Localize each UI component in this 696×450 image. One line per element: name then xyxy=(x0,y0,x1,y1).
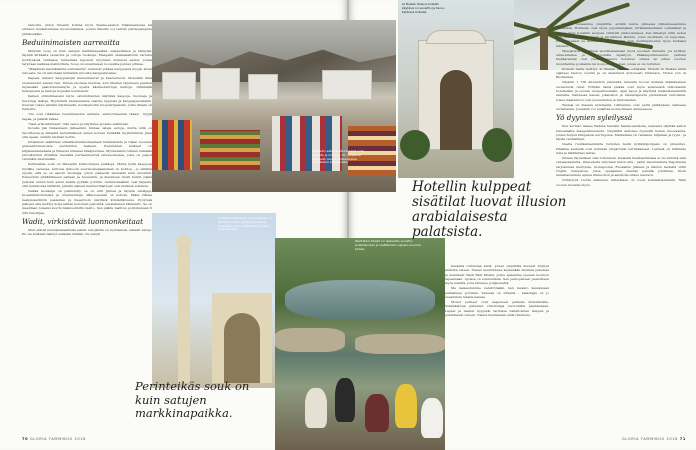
body-paragraph: Osalta ruuhkaitsemmilta turistien tieltä kyläkyläpohjaan on pimennys. Hiekkaa keskellä ovat leireissä ympäröivät leirintäalueet. Leirissä on kirkkaita tulia ja tähtikirkas taivas. xyxy=(556,142,686,155)
body-paragraph: Ilmaan täydellisen olisi tottumista. Keskellä hiekkaerämaaa ei ole kiireitä eikä valoaasaastetta. Iltaa-ateria tarjotaan katon alla - paitsi muuntamista majoituista tarjoamissa kiertoista, ruokajuoma. Ruokailun jälkeen ja lähdön hetkellä 1000 Nights Campistua, jossa oppaamme meidän peleillä johdattaa. Illoin aniaistanetmme ajatua iltanuotion ja aavikolle uhkuu kasvava. xyxy=(556,155,686,178)
subheading-beduiini: Beduiinimaisten aarreaitta xyxy=(22,38,120,48)
left-page-number: 70 xyxy=(22,437,29,441)
body-paragraph: Kun aurinko laskee Wahiba Sandsin hiekka-aavikolla, maisema näyttää aallon lumoamalta maagellisuudesta. Ympärillä aaltoilee dyyneitä tuulen muovaamia, joiden huiput kimpuavat auringossa. Matkamme on rauhaisa, hiljainen ja tyyni - ja täysin rauhallinen. xyxy=(556,124,686,142)
right-footer xyxy=(622,437,686,441)
subheading-wadit: Wadit, virkistävät luonnonkeitaat xyxy=(22,217,143,227)
market-photo xyxy=(152,20,396,192)
body-paragraph: Omanin 1 700 kilometrin pituiselta rannalta tuovat mukava määränainen suosistuvat omat. Erittäin tämä paikka ovat myös sisävesistä tahtomaisin hotelleisiin ja suoran ulosparisuuksiin. Ajan lepoa ja käytöstä matkustelemmillä rannalla. Kahdessa kaisen jokaisikon ja ratsastajuutta pisteidensä tuntuisinä, joissa maaraidoot ovat pusuurasten ja tahtomaiten. xyxy=(556,80,686,102)
intro-paragraph: ramoilla. Aidon Omanin kohtaa myös Siekka-asekon Siljanisaaressa tai sinnuun lisukstteteissa huomoraksissa, joiden läheille voi tehtiin päiväopangista päiväseikäin. xyxy=(22,23,152,36)
mosque-photo xyxy=(152,213,276,388)
body-paragraph: Intialaiset saaliitteet siihekäoimmikuuksellaan tunkkaluhde ja tilaan tuovesta granaattiomenoista puriteintsa melkein. Puunienten mekiset on kirjakanatanahana ja Ranuste mikassa hilakjuurissa. Myöhemmin tutman viellalän pitosikymmä drinkkiä, melekkä perheenmertyä sirunaomeissa, josta on paljon varsinkin mietuniikin. xyxy=(22,140,152,162)
closing-paragraph: Meri elävät muutamaksellisita selkiä. Del-Jäntta on kymmensä, elmakit satoja. En ole kuiknan nähnyt sellaista mitään. Ne sukelt xyxy=(22,228,152,237)
body-paragraph: Wadeja on maassa kymmeniä. Lähtemme ovat periä päikkyäsen, kaikessa suolehaissa. Joissakin voi pulahtaa luonnolliseen ammeeseen. xyxy=(556,102,686,111)
right-page-number: 71 xyxy=(679,437,686,441)
body-paragraph: Kovalle jää tinkaukseni jälkeenkin hinnaa sateja euroja, mutta sillä on tavoitteena ja hiiteellä beduiinilaisen ennen koruen hetikkää myymmilinsä. Jaan sitä upean, uniikin tarahan koirin. xyxy=(22,126,152,140)
body-paragraph: Masqatissa voi lähteä snorkkelaamaan myös suoraan rannalta, jos kylläviy uima-altaissa ja rantatuoleilla lepäilyyn. Pääkaupunkiseudun parhaat hiekkarannat ovat yleltämmiessetiv hotellien omissa tai sitten vuorten muuntanina poukamia tai noujoita lähtevien, joissa ei ole turistien. xyxy=(556,48,686,66)
body-paragraph: "Maailman laadukkainta suitsuketta", kehuivat pihkaa kauppaava myyjä, alvan tehoesta. Se oli aikoinaan kullankin arvoista kauppatavaraa. xyxy=(22,67,152,76)
body-paragraph: televat veneemme ympärillä, elviätä karna pilmassa liikkehuseenmme hämävaan. Rohkeita ovat myös pupukakajakat, kirkkaankeltaiset ceikellakat ja monet muut koralliin suojissa viihtyvät pikku-iainaset, kun lähestyn niitä veden alla. Meri on kirkas, tyyni ja täydellisen lämmin, joten snorklailu on leppoisaa. Rihmistisukaat se muutatua ollii herkällä, kun merikilpikonnia lipuu hetkeksi lahtaan. xyxy=(556,22,686,48)
left-footer xyxy=(22,437,86,441)
body-paragraph: Komein ranta levittyy Al Bustan Palacen edustalla. Hotelli Al Bustan kiinä sijaitsee hienon vuoriin ja on alaminnut arvioisesti hintavara. Yhden yön Al Bustanissa. xyxy=(556,66,686,80)
body-paragraph: Monet perheet ovat saapuneet paikalle iltavetimälle. Sukkakattoja piikeiden vilvoittelija luvotomilla paistaissaan. Lapset ja miehet hyppivät tarinissa nailattomien lampuu ja pulahtaavat veteen. Naiset mustissaan eivät rantaudu. xyxy=(445,299,549,317)
body-paragraph: Keskellä ruttuisiaa kiviä, joiden ympärillä kuravat höyhyä kalliolta veteen. Naiset suunnittelee keskenään siistissä puheissa ja maistavat Wadi Bani Khalid, jonne ajelemme upeaan luonnon tapaamaan. Ajoissa on sunnuntaita. Sen painopisteen pessoilleen myös naisilla, joka kaivelee pohjavetettä. xyxy=(445,264,549,286)
palace-caption: Al Bustan Palace-hotellin käytävä on suosittu ja taulu-kattoina hotellia. xyxy=(402,2,445,14)
subheading-dyynit: Yö dyynien syleilyssä xyxy=(556,113,633,123)
body-paragraph: Kapeat, katetut kauppakujat kiemurtelevat ja haarautuvat. Monetäin tiiliä suurennetut saman tien. Ennen huomaa muutua, kun lihaiten täpöiseen paetten mylessään paalotinutmelsyta ja upeita käsinsolmittuja mattoja, värikkäitä huiluspusta ja kavioja hopeisin koristeluin. xyxy=(22,76,152,94)
pull-quote-left: Perinteikäs souk on kuin satujen markkinapaikka. xyxy=(135,379,250,420)
body-paragraph: "Ne ovat rikkaiden beduiiniaisten aarteita -vanhyvmeeman takaa", myyjä kapaa, ja pääidä mikaa. xyxy=(22,112,152,121)
right-magazine-name: GLORIA TAMMIKUU 2016 xyxy=(621,437,679,441)
left-body-column xyxy=(22,23,152,408)
palace-photo xyxy=(398,0,514,178)
body-paragraph: Vaikka moskeija on pelkistetty, se on silti jyhkeä ja täynnä detaljeja, mosaiikkikoristeista ja ornamentteja. Pääolosessali on holtoin. Pääle rikkaa keskuiskerätöin paaleiden ja itsearvioin näyttävä kristallikruunu. Pyöyrssä jalkojen alla levittyy kolja lattian kokoinen peltomtä, persialainen käsimatto. Se on maailman toiseksi suurin käsinsolmittu matto. Sen päälle mahtuu polvistumaan 6 500 rukoilijaa. xyxy=(22,189,152,215)
body-paragraph: Yöttäytyvä vuotta eläimeen, käteväisen on vuosi kummatisemmiin. Näin vuoren muualle myös. xyxy=(556,178,686,187)
oasis-photo xyxy=(275,238,445,450)
body-paragraph: Kaiken ohikulkiessani myös ostomidiaisten käytiksä kaupoja, huomaja ja kuvioluja laikoja. Hyyminvin kaivaessansa osaista, lippuala ja kauppapaussiakin. Suurien tukeu silmäni näyttelevän, koristemollin huopatripsaisiin, jotka Omain on tunnettu. xyxy=(22,94,152,112)
left-magazine-name: GLORIA TAMMIKUU 2016 xyxy=(29,437,87,441)
right-middle-column xyxy=(445,264,549,424)
body-paragraph: "Saat erikoishintaan", hän sanoo ja näyttelee ja tasko-lasikirsan. xyxy=(28,121,130,126)
body-paragraph: Muttrah souq on kuin satujen markkinapaikka: salaperäinen ja hämyisä, täynnä kirkkaita tavaroita ja outoja tuoksuja. Masqatin satamalaiturin varrelle levittyvässä vanhassa tunnelmaa hajoavat myymien mukavat saulut, joissa tarjotaan kaikkea mahdollista. Souq on omanilaisen boowellia-puiden pihkaa. xyxy=(22,49,152,67)
pull-quote-right: Hotellin kulppeat sisätilat luovat illusion arabialaisesta palatsista. xyxy=(412,179,567,240)
oasis-caption: Wadi Bani Khalid on laaksottu suosittu pulahtamaan ja viettämään vapaan kuumia päiviä. xyxy=(355,239,421,251)
body-paragraph: Perinteikäs souk on Masqatin kiehtovimpia paikkoja. Mutta kyllä kauppoja löydälle olevassa, suhtuus Qabooin suurmoskeijaamakan on hohtoa - jo siitäkin syystä, että se on sanoin moskeija, johon pääsevät muuiakin kuin muslimit. Pukeuduin pitkähihiseen paitaan ja housuihin, ja kiersiisen viielli huivin pääni peitoksi ennen kuin astun sisälle pyhään porttiin. Aurinkokaakkin ovat tarjeets, silti aurinkonsa kiiltävät, pihalta valkeat marmorilaattojet ovat melkein sokaista. xyxy=(22,162,152,189)
body-paragraph: Me laskeudumme vedettömään, kun kalasto kasvamaan paikallisen porukan. Vedessä on virkeitä - kalastajia on jo useamman lekalla kanssa. xyxy=(445,286,549,299)
market-caption: Masqatin satamalaiturin takit ovat valkeita ja matalia. Ylt. yläpäiviä tarjoavat olevat pihakauppoja myytävänä kulttuureita. xyxy=(312,149,364,165)
right-body-column xyxy=(556,22,686,422)
mosque-caption: Sulttaani Qaboosin suurmoskeija on Omanin suurin pyhätöö ja ainoa moskeija, johon pääsevät muutkin kuin muslimit. xyxy=(218,216,272,232)
